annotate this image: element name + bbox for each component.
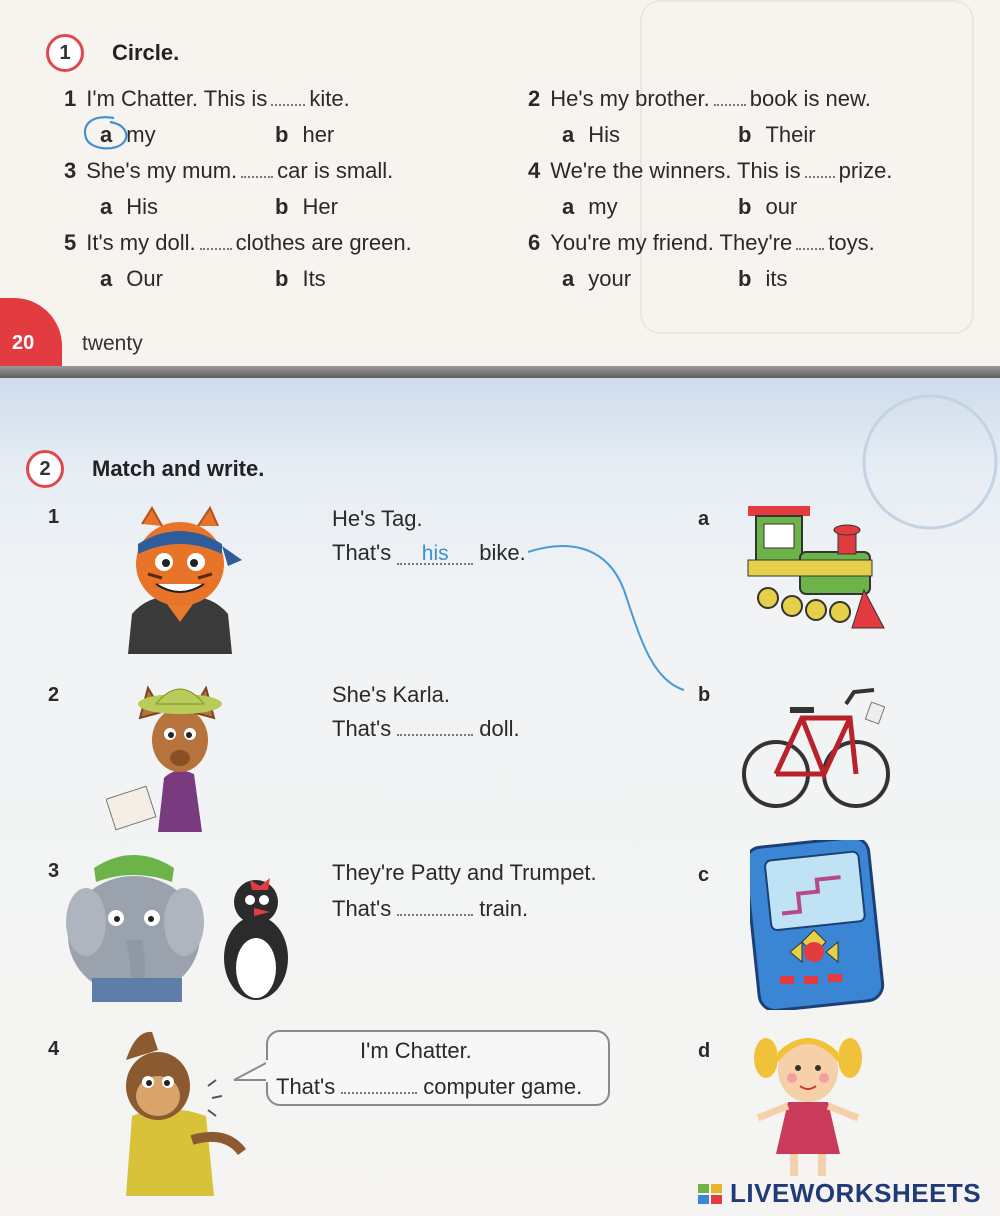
- item-4-sentence: I'm Chatter.: [360, 1038, 472, 1063]
- question-2: [528, 86, 871, 112]
- question-1-option-b[interactable]: b her: [275, 122, 335, 147]
- item-4-number: 4: [48, 1038, 60, 1060]
- question-text: We're the winners. This is: [550, 158, 801, 183]
- item-4-gap-sentence: That's computer game.: [276, 1074, 583, 1099]
- item-1-number: 1: [48, 506, 60, 528]
- question-number: 6: [528, 230, 541, 255]
- exercise-1-title: Circle.: [112, 40, 180, 65]
- question-text: You're my friend. They're: [550, 230, 793, 255]
- item-2-gap-sentence: That's doll.: [332, 716, 520, 741]
- answer-blank[interactable]: [714, 104, 746, 106]
- question-1-option-a[interactable]: a my: [100, 122, 156, 147]
- answer-blank[interactable]: [796, 248, 824, 250]
- question-4: [528, 158, 892, 184]
- picture-c-letter: c: [698, 864, 710, 886]
- answer-blank[interactable]: [241, 176, 273, 178]
- item-1-answer-field[interactable]: his: [397, 545, 473, 565]
- picture-a-letter: a: [698, 508, 710, 530]
- question-4-option-a[interactable]: a my: [562, 194, 618, 219]
- question-text-end: prize.: [838, 158, 893, 183]
- answer-blank[interactable]: [805, 176, 835, 178]
- picture-b-letter: b: [698, 684, 711, 706]
- question-text: He's my brother.: [550, 86, 710, 111]
- chatter-monkey-character: [96, 1020, 256, 1196]
- tag-tiger-character: [118, 504, 242, 654]
- question-text: She's my mum.: [86, 158, 238, 183]
- question-3-option-a[interactable]: a His: [100, 194, 159, 219]
- question-text: I'm Chatter. This is: [86, 86, 268, 111]
- question-text: It's my doll.: [86, 230, 196, 255]
- question-number: 3: [64, 158, 77, 183]
- question-4-option-b[interactable]: b our: [738, 194, 798, 219]
- question-text-end: kite.: [309, 86, 350, 111]
- question-text-end: book is new.: [749, 86, 871, 111]
- item-2-sentence: She's Karla.: [332, 682, 450, 707]
- match-line-1-to-b: [520, 540, 690, 700]
- liveworksheets-logo-icon: [698, 1184, 724, 1206]
- page-number-tab: [0, 298, 62, 368]
- question-number: 1: [64, 86, 77, 111]
- circled-answer-mark: [76, 112, 138, 156]
- speech-bubble-tail: [232, 1056, 272, 1090]
- item-1-sentence: He's Tag.: [332, 506, 423, 531]
- question-number: 5: [64, 230, 77, 255]
- question-5: [64, 230, 412, 256]
- page-twenty: [0, 0, 1000, 368]
- item-2-number: 2: [48, 684, 60, 706]
- bike-picture[interactable]: [742, 678, 892, 820]
- karla-kangaroo-character: [106, 682, 242, 832]
- train-picture[interactable]: [744, 494, 888, 640]
- question-number: 4: [528, 158, 541, 183]
- answer-blank[interactable]: [271, 104, 305, 106]
- question-6: [528, 230, 875, 256]
- item-2-answer-field[interactable]: [397, 734, 473, 736]
- page-number: 20: [12, 332, 35, 354]
- item-1-gap-sentence: That's his bike.: [332, 540, 526, 565]
- question-text-end: toys.: [828, 230, 875, 255]
- question-5-option-b[interactable]: b Its: [275, 266, 326, 291]
- question-2-option-b[interactable]: b Their: [738, 122, 816, 147]
- patty-and-trumpet-characters: [64, 846, 296, 1004]
- liveworksheets-logo: [698, 1178, 998, 1214]
- item-3-number: 3: [48, 860, 60, 882]
- question-2-option-a[interactable]: a His: [562, 122, 621, 147]
- exercise-2-title: Match and write.: [92, 456, 265, 481]
- page-divider: [0, 366, 1000, 378]
- item-3-answer-field[interactable]: [397, 914, 473, 916]
- item-4-answer-field[interactable]: [341, 1092, 417, 1094]
- liveworksheets-logo-text: LIVEWORKSHEETS: [730, 1178, 982, 1208]
- item-3-sentence: They're Patty and Trumpet.: [332, 860, 597, 885]
- computer-game-picture[interactable]: [750, 840, 886, 1010]
- item-3-gap-sentence: That's train.: [332, 896, 529, 921]
- exercise-2-number: 2: [26, 450, 64, 488]
- question-6-option-a[interactable]: a your: [562, 266, 632, 291]
- picture-d-letter: d: [698, 1040, 711, 1062]
- question-3: [64, 158, 393, 184]
- question-text-end: car is small.: [277, 158, 394, 183]
- question-6-option-b[interactable]: b its: [738, 266, 788, 291]
- doll-picture[interactable]: [748, 1026, 868, 1186]
- question-5-option-a[interactable]: a Our: [100, 266, 163, 291]
- page-number-word: twenty: [82, 332, 143, 355]
- question-1: [64, 86, 350, 112]
- question-3-option-b[interactable]: b Her: [275, 194, 338, 219]
- question-number: 2: [528, 86, 541, 111]
- question-text-end: clothes are green.: [235, 230, 412, 255]
- answer-blank[interactable]: [200, 248, 232, 250]
- exercise-1-number: 1: [46, 34, 84, 72]
